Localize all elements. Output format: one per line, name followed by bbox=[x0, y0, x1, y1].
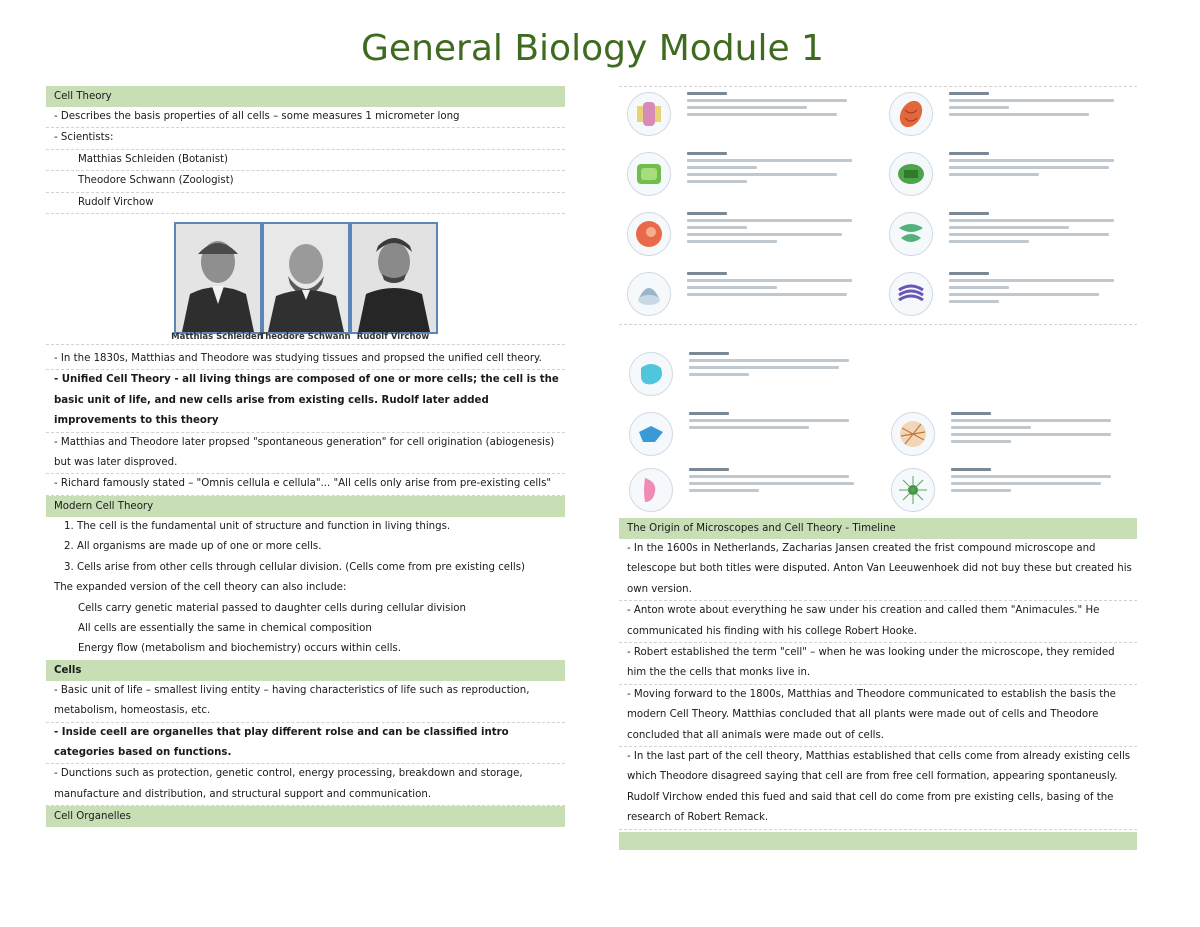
cell-theory-header: Cell Theory bbox=[46, 86, 565, 107]
timeline-item: - Moving forward to the 1800s, Matthias and Theodore communicated to establish the basis the modern Cell Theory. Matthias concluded that all plants were made out of cells and Theodore concluded that all animals were made out of cells. bbox=[619, 685, 1137, 747]
organelle-vacuole bbox=[621, 348, 871, 408]
timeline-footer-bar bbox=[619, 832, 1137, 850]
scientist-item: Matthias Schleiden (Botanist) bbox=[46, 150, 565, 171]
timeline-item: - In the 1600s in Netherlands, Zacharias Jansen created the frist compound microscope and telescope but both titles were disputed. Anton Van Leeuwenhoek did not buy these but created his own version. bbox=[619, 539, 1137, 601]
expanded-item: Energy flow (metabolism and biochemistry) occurs within cells. bbox=[78, 643, 401, 655]
portrait-schwann bbox=[262, 222, 350, 334]
organelle-ribosome bbox=[619, 268, 869, 328]
modern-cell-theory-header: Modern Cell Theory bbox=[46, 496, 565, 517]
organelle-cell-wall bbox=[619, 148, 869, 208]
portrait-caption: Rudolf Virchow bbox=[356, 332, 430, 342]
timeline-header: The Origin of Microscopes and Cell Theory - Timeline bbox=[619, 518, 1137, 539]
scientists-label: - Scientists: bbox=[46, 128, 565, 149]
cells-functions-text: - Dunctions such as protection, genetic control, energy processing, breakdown and storage, manufacture and distribution, and structural support and communication. bbox=[46, 764, 565, 806]
portrait-caption: Matthias Schleiden bbox=[171, 332, 263, 342]
timeline-item: - Anton wrote about everything he saw under his creation and called them "Animacules." He communicated his finding with his college Robert Hooke. bbox=[619, 601, 1137, 643]
modern-item-text: The cell is the fundamental unit of structure and function in living things. bbox=[76, 520, 451, 532]
describes-text: - Describes the basis properties of all cells – some measures 1 micrometer long bbox=[46, 107, 565, 128]
organelle-mitochondria bbox=[881, 88, 1131, 148]
cells-inside-text: - Inside ceell are organelles that play different rolse and can be classified intro categories based on functions. bbox=[46, 723, 565, 765]
timeline-section bbox=[619, 518, 1137, 850]
modern-item-text: Cells arise from other cells through cellular division. (Cells come from pre existing cells) bbox=[76, 561, 526, 573]
organelle-cytoskeleton bbox=[883, 408, 1133, 468]
expanded-intro: The expanded version of the cell theory can also include: bbox=[54, 582, 347, 594]
modern-item: 1. The cell is the fundamental unit of structure and function in living things. bbox=[64, 520, 451, 532]
modern-item-text: All organisms are made up of one or more cells. bbox=[76, 541, 322, 553]
expanded-item: All cells are essentially the same in chemical composition bbox=[78, 622, 372, 634]
portrait-virchow bbox=[350, 222, 438, 334]
organelle-cell-membrane bbox=[619, 88, 869, 148]
cell-organelles-header: Cell Organelles bbox=[46, 806, 565, 827]
portrait-caption: Theodore Schwann bbox=[259, 332, 351, 342]
organelle-lysosome bbox=[621, 408, 871, 468]
spontaneous-generation-text: - Matthias and Theodore later propsed "spontaneous generation" for cell origination (abiogenesis) but was later disproved. bbox=[46, 433, 565, 475]
timeline-item: - Robert established the term "cell" – when he was looking under the microscope, they remided him the the cells that monks live in. bbox=[619, 643, 1137, 685]
scientist-item: Theodore Schwann (Zoologist) bbox=[46, 171, 565, 192]
page-title: General Biology Module 1 bbox=[361, 28, 824, 69]
organelle-chloroplast bbox=[881, 148, 1131, 208]
scientist-item: Rudolf Virchow bbox=[46, 193, 565, 214]
p1830-text: - In the 1830s, Matthias and Theodore was studying tissues and propsed the unified cell theory. bbox=[46, 345, 565, 370]
scientist-portraits bbox=[46, 214, 565, 345]
organelle-nucleus bbox=[619, 208, 869, 268]
portrait-schleiden bbox=[174, 222, 262, 334]
organelle-golgi bbox=[881, 268, 1131, 328]
cells-header: Cells bbox=[46, 660, 565, 681]
cells-basic-text: - Basic unit of life – smallest living entity – having characteristics of life such as reproduction, metabolism, homeostasis, etc. bbox=[46, 681, 565, 723]
modern-item: 2. All organisms are made up of one or more cells. bbox=[64, 541, 322, 553]
organelle-peroxisome bbox=[621, 464, 871, 524]
organelle-endoplasmic-reticulum bbox=[881, 208, 1131, 268]
organelle-centrosome bbox=[883, 464, 1133, 524]
richard-quote-text: - Richard famously stated – "Omnis cellula e cellula"... "All cells only arise from pre-existing cells" bbox=[46, 474, 565, 495]
modern-item: 3. Cells arise from other cells through cellular division. (Cells come from pre existing cells) bbox=[64, 561, 526, 573]
unified-theory-text: - Unified Cell Theory - all living things are composed of one or more cells; the cell is the basic unit of life, and new cells arise from existing cells. Rudolf later added improvements to this theory bbox=[46, 370, 565, 432]
organelle-chart-image bbox=[619, 86, 1137, 518]
timeline-item: - In the last part of the cell theory, Matthias established that cells come from already existing cells which Theodore disagreed saying that cell are from free cell formation, appearing spontaneusly. Rudolf Virchow ended this fued and said that cell do come from pre existing cells, basing of the research of Robert Remack. bbox=[619, 747, 1137, 830]
expanded-item: Cells carry genetic material passed to daughter cells during cellular division bbox=[78, 602, 466, 614]
left-column bbox=[46, 86, 565, 827]
